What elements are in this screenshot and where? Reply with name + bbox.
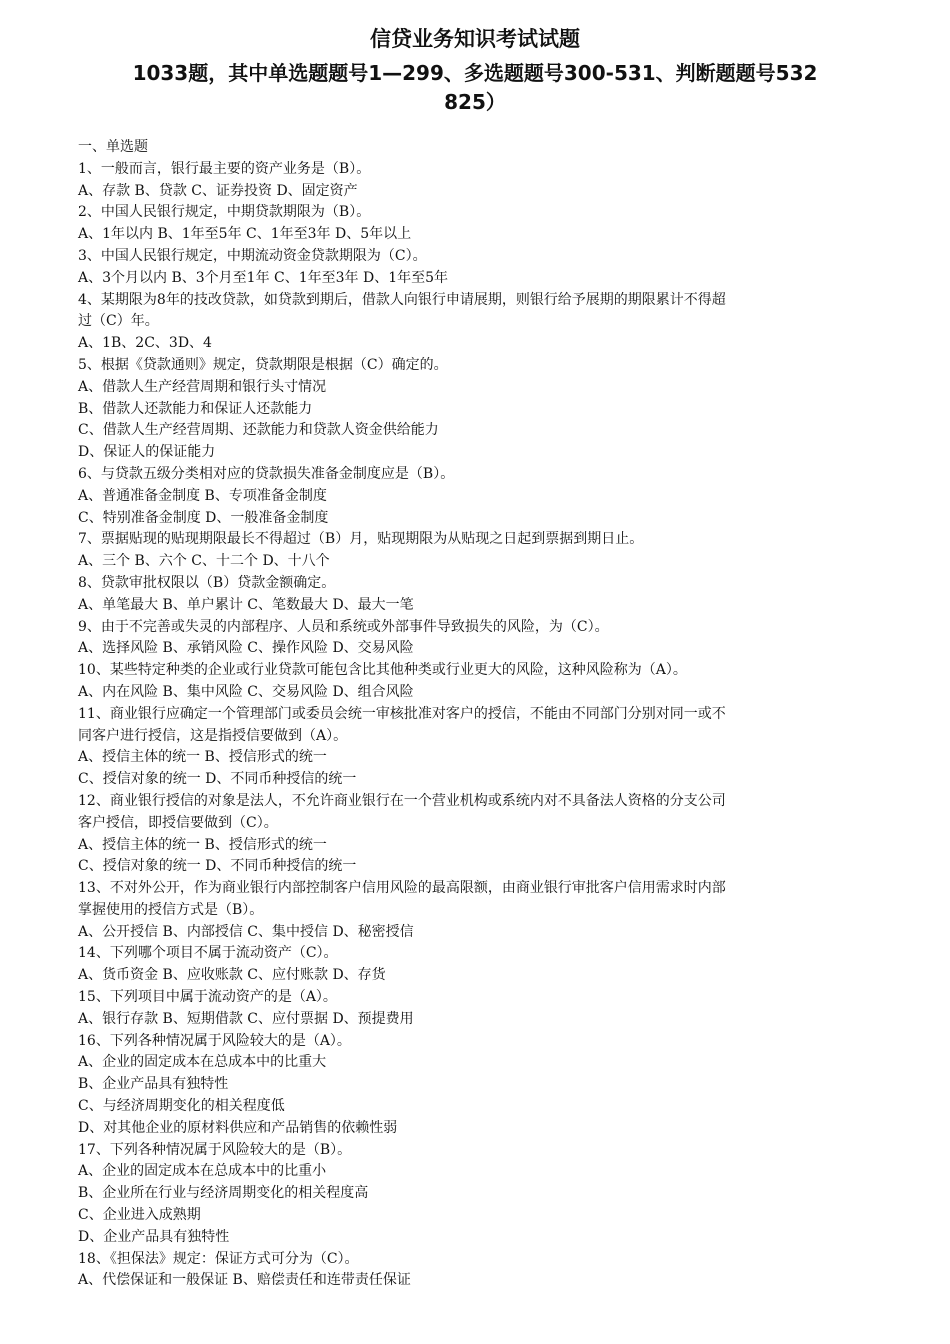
text-line: 14、下列哪个项目不属于流动资产（C）。 xyxy=(78,945,338,962)
document-subtitle-line-2: 825） xyxy=(444,90,506,114)
text-line: A、企业的固定成本在总成本中的比重大 xyxy=(78,1054,327,1071)
text-line: 6、与贷款五级分类相对应的贷款损失准备金制度应是（B）。 xyxy=(78,465,455,482)
text-line: C、授信对象的统一 D、不同币种授信的统一 xyxy=(78,858,357,875)
text-line: 12、商业银行授信的对象是法人，不允许商业银行在一个营业机构或系统内对不具备法人资格的分支公司 xyxy=(78,792,726,809)
text-line: B、借款人还款能力和保证人还款能力 xyxy=(78,400,313,417)
text-line: A、选择风险 B、承销风险 C、操作风险 D、交易风险 xyxy=(78,640,414,657)
text-line: 16、下列各种情况属于风险较大的是（A）。 xyxy=(78,1032,351,1049)
text-line: 17、下列各种情况属于风险较大的是（B）。 xyxy=(78,1141,352,1158)
text-line: 同客户进行授信，这是指授信要做到（A）。 xyxy=(78,727,348,744)
text-line: C、借款人生产经营周期、还款能力和贷款人资金供给能力 xyxy=(78,422,439,439)
text-line: A、1年以内 B、1年至5年 C、1年至3年 D、5年以上 xyxy=(78,226,412,243)
text-line: A、企业的固定成本在总成本中的比重小 xyxy=(78,1163,327,1180)
text-line: A、1B、2C、3D、4 xyxy=(78,335,212,352)
text-line: C、企业进入成熟期 xyxy=(78,1207,201,1224)
text-line: 客户授信，即授信要做到（C）。 xyxy=(78,814,278,831)
text-line: A、授信主体的统一 B、授信形式的统一 xyxy=(78,749,327,766)
section-heading: 一、单选题 xyxy=(78,139,148,155)
text-line: A、存款 B、贷款 C、证券投资 D、固定资产 xyxy=(78,182,358,199)
document-title: 信贷业务知识考试试题 xyxy=(370,27,580,51)
text-line: A、单笔最大 B、单户累计 C、笔数最大 D、最大一笔 xyxy=(78,596,414,613)
text-line: A、代偿保证和一般保证 B、赔偿责任和连带责任保证 xyxy=(78,1272,411,1289)
text-line: 10、某些特定种类的企业或行业贷款可能包含比其他种类或行业更大的风险，这种风险称为（A）。 xyxy=(78,662,687,679)
text-line: C、授信对象的统一 D、不同币种授信的统一 xyxy=(78,771,357,788)
text-line: D、保证人的保证能力 xyxy=(78,444,216,461)
question-list xyxy=(78,137,878,1292)
text-line: 过（C）年。 xyxy=(78,313,159,330)
text-line: B、企业产品具有独特性 xyxy=(78,1076,229,1093)
text-line: 5、根据《贷款通则》规定，贷款期限是根据（C）确定的。 xyxy=(78,356,448,373)
text-line: 7、票据贴现的贴现期限最长不得超过（B）月，贴现期限为从贴现之日起到票据到期日止。 xyxy=(78,531,644,548)
text-line: A、授信主体的统一 B、授信形式的统一 xyxy=(78,836,327,853)
text-line: A、3个月以内 B、3个月至1年 C、1年至3年 D、1年至5年 xyxy=(78,269,449,286)
document-subtitle-line-1: 1033题，其中单选题题号1—299、多选题题号300-531、判断题题号532 xyxy=(132,61,818,85)
text-line: 15、下列项目中属于流动资产的是（A）。 xyxy=(78,989,337,1006)
text-line: A、三个 B、六个 C、十二个 D、十八个 xyxy=(78,553,330,570)
text-line: A、公开授信 B、内部授信 C、集中授信 D、秘密授信 xyxy=(78,923,414,940)
text-line: A、银行存款 B、短期借款 C、应付票据 D、预提费用 xyxy=(78,1010,414,1027)
text-line: 1、一般而言，银行最主要的资产业务是（B）。 xyxy=(78,160,371,177)
text-line: A、普通准备金制度 B、专项准备金制度 xyxy=(78,487,327,504)
text-line: C、与经济周期变化的相关程度低 xyxy=(78,1098,285,1115)
text-line: D、企业产品具有独特性 xyxy=(78,1228,230,1245)
text-line: D、对其他企业的原材料供应和产品销售的依赖性弱 xyxy=(78,1119,398,1136)
text-line: A、内在风险 B、集中风险 C、交易风险 D、组合风险 xyxy=(78,683,414,700)
text-line: 8、贷款审批权限以（B）贷款金额确定。 xyxy=(78,574,336,591)
text-line: 13、不对外公开，作为商业银行内部控制客户信用风险的最高限额，由商业银行审批客户信用需求时内部 xyxy=(78,880,726,897)
text-line: 2、中国人民银行规定，中期贷款期限为（B）。 xyxy=(78,204,371,221)
text-line: 9、由于不完善或失灵的内部程序、人员和系统或外部事件导致损失的风险，为（C）。 xyxy=(78,618,609,635)
text-line: 11、商业银行应确定一个管理部门或委员会统一审核批准对客户的授信，不能由不同部门分别对同一或不 xyxy=(78,705,726,722)
text-line: A、借款人生产经营周期和银行头寸情况 xyxy=(78,378,327,395)
text-line: 18、《担保法》规定：保证方式可分为（C）。 xyxy=(78,1250,359,1267)
text-line: A、货币资金 B、应收账款 C、应付账款 D、存货 xyxy=(78,967,386,984)
text-line: 4、某期限为8年的技改贷款，如贷款到期后，借款人向银行申请展期，则银行给予展期的期限累计不得超 xyxy=(78,291,726,308)
text-line: 掌握使用的授信方式是（B）。 xyxy=(78,901,264,918)
text-line: B、企业所在行业与经济周期变化的相关程度高 xyxy=(78,1185,369,1202)
text-line: C、特别准备金制度 D、一般准备金制度 xyxy=(78,509,329,526)
text-line: 3、中国人民银行规定，中期流动资金贷款期限为（C）。 xyxy=(78,247,427,264)
